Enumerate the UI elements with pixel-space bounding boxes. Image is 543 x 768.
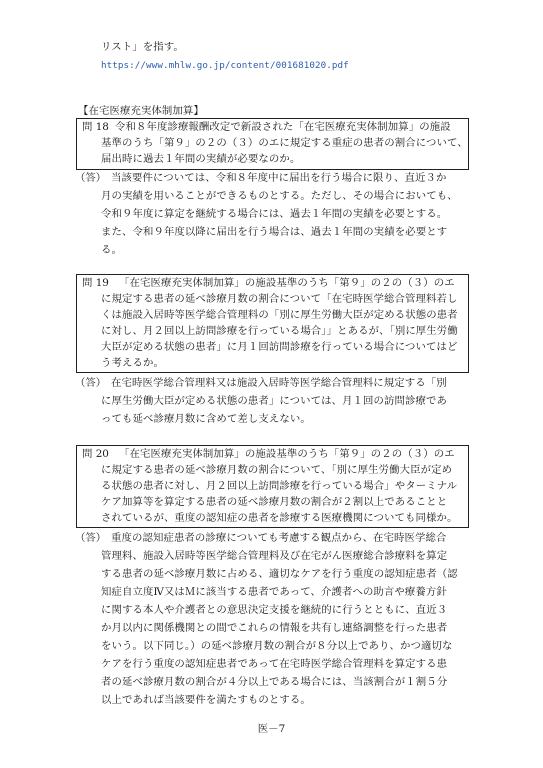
question-20-line-5: されているが、重度の認知症の患者を診療する医療機関についても同様か。 xyxy=(101,512,458,524)
answer-20-line-3: する患者の延べ診療月数に占める、適切なケアを行う重度の認知症患者（認 xyxy=(101,568,458,580)
answer-18-line-3: 令和９年度に算定を継続する場合には、過去１年間の実績を必要とする。 xyxy=(101,208,448,220)
question-20-line-1: 「在宅医療充実体制加算」の施設基準のうち「第９」の２の（３）のエ xyxy=(119,448,455,460)
answer-18-line-2: 月の実績を用いることができるものとする。ただし、その場合においても、 xyxy=(101,190,458,202)
answer-18-label: （答） xyxy=(75,172,107,184)
answer-20-line-7: をいう。以下同じ。）の延べ診療月数の割合が８分以上であり、かつ適切な xyxy=(101,640,453,652)
answer-20-label: （答） xyxy=(75,532,107,544)
answer-19-line-2: に厚生労働大臣が定める状態の患者」については、月１回の訪問診療であ xyxy=(101,395,447,407)
answer-20-line-6: か月以内に関係機関との間でこれらの情報を共有し連絡調整を行った患者 xyxy=(101,622,448,634)
reference-url[interactable]: https://www.mhlw.go.jp/content/001681020.pdf xyxy=(101,60,349,71)
answer-18-line-1: 当該要件については、令和８年度中に届出を行う場合に限り、直近３か xyxy=(111,172,447,184)
question-18-line-2: 基準のうち「第９」の２の（３）のエに規定する重症の患者の割合について、 xyxy=(101,137,468,149)
answer-19-line-1: 在宅時医学総合管理料又は施設入居時等医学総合管理料に規定する「別 xyxy=(111,377,447,389)
question-19-line-1: 「在宅医療充実体制加算」の施設基準のうち「第９」の２の（３）のエ xyxy=(119,277,455,289)
question-18-line-3: 届出時に過去１年間の実績が必要なのか。 xyxy=(101,153,301,165)
answer-20-line-8: ケアを行う重度の認知症患者であって在宅時医学総合管理料を算定する患 xyxy=(101,658,448,670)
answer-20-line-5: に関する本人や介護者との意思決定支援を継続的に行うとともに、直近３ xyxy=(101,604,448,616)
answer-18-line-4: また、令和９年度以降に届出を行う場合は、過去１年間の実績を必要とす xyxy=(101,226,448,238)
question-19-line-5: 大臣が定める状態の患者」に月１回訪問診療を行っている場合についてはど xyxy=(101,341,458,353)
question-19-label: 問 19 xyxy=(82,277,109,289)
intro-text: リスト」を指す。 xyxy=(101,41,184,53)
answer-20-line-2: 管理料、施設入居時等医学総合管理料及び在宅がん医療総合診療料を算定 xyxy=(101,550,448,562)
question-20-label: 問 20 xyxy=(82,448,109,460)
answer-20-line-9: 者の延べ診療月数の割合が４分以上である場合には、当該割合が１割５分 xyxy=(101,676,448,688)
question-19-line-4: に対し、月２回以上訪問診療を行っている場合」」とあるが、「別に厚生労働 xyxy=(101,325,458,337)
question-20-line-3: る状態の患者に対し、月２回以上訪問診療を行っている場合」やターミナル xyxy=(101,480,458,492)
answer-19-line-3: っても延べ診療月数に含めて差し支えない。 xyxy=(101,413,311,425)
answer-19-label: （答） xyxy=(75,377,107,389)
section-heading: 【在宅医療充実体制加算】 xyxy=(78,105,204,117)
question-18-line-1: 令和８年度診療報酬改定で新設された「在宅医療充実体制加算」の施設 xyxy=(115,121,451,133)
answer-18-line-5: る。 xyxy=(101,244,122,256)
answer-20-line-4: 知症自立度Ⅳ又はＭに該当する患者であって、介護者への助言や療養方針 xyxy=(101,586,447,598)
answer-20-line-1: 重度の認知症患者の診療についても考慮する観点から、在宅時医学総合 xyxy=(111,532,447,544)
question-20-line-2: に規定する患者の延べ診療月数の割合について、「別に厚生労働大臣が定め xyxy=(101,464,453,476)
question-19-line-6: う考えるか。 xyxy=(101,357,164,369)
reference-link[interactable] xyxy=(101,58,349,73)
question-19-line-2: に規定する患者の延べ診療月数の割合について「在宅時医学総合管理料若し xyxy=(101,293,458,305)
question-19-line-3: くは施設入居時等医学総合管理料の「別に厚生労働大臣が定める状態の患者 xyxy=(101,309,458,321)
question-20-line-4: ケア加算等を算定する患者の延べ診療月数の割合が２割以上であることと xyxy=(101,496,448,508)
question-18-label: 問 18 xyxy=(82,121,109,133)
page-number: 医－7 xyxy=(257,723,286,735)
answer-20-line-10: 以上であれば当該要件を満たすものとする。 xyxy=(101,694,311,706)
